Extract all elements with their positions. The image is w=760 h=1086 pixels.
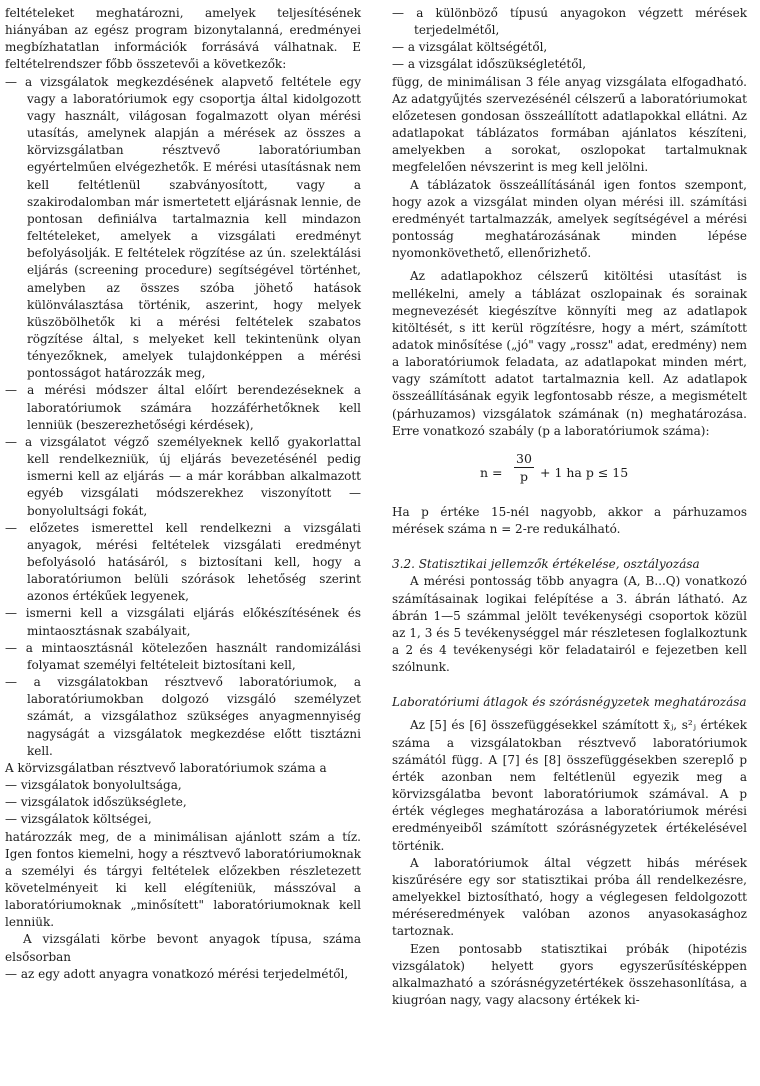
list-item: — ismerni kell a vizsgálati eljárás előkészítésének és mintaosztásnak szabályait, [5, 606, 361, 638]
list-item: — előzetes ismerettel kell rendelkezni a vizsgálati anyagok, mérési feltételek vizsgálati eredményt befolyásoló hatásáról, s biztosítani kell, hogy a laboratóriumon belüli szórások lehetőség szerint azonos értékűek legyenek, [5, 520, 361, 604]
paragraph: A táblázatok összeállításánál igen fontos szempont, hogy azok a vizsgálat minden olyan mérési ill. számítási eredményét tartalmazzák, amelyek segítségével a mérési pontosság meghatározásának minden lépése nyomonkövethető, ellenőrizhető. [392, 177, 747, 261]
list-item: — vizsgálatok időszükséglete, [5, 795, 187, 810]
paragraph: függ, de minimálisan 3 féle anyag vizsgálata elfogadható. Az adatgyűjtés szervezésénél célszerű a laboratóriumokat előzetesen gondosan összeállított adatlapokkal ellátni. Az adatlapokat táblázatos formában ajánlatos készíteni, amelyekben a sorokat, oszlopokat tartalmuknak megfelelően névszerint is meg kell jelölni. [392, 74, 747, 175]
paragraph: Ezen pontosabb statisztikai próbák (hipotézis vizsgálatok) helyett gyors egyszerűsítésképpen alkalmazható a szórásnégyzetértékek összehasonlítása, a kiugróan nagy, vagy alacsony értékek ki- [392, 941, 747, 1007]
replicate-count-formula [392, 450, 747, 494]
section-heading: 3.2. Statisztikai jellemzők értékelése, osztályozása [392, 557, 700, 572]
formula-rhs: + 1 ha p ≤ 15 [540, 464, 629, 480]
list-item: — a vizsgálat időszükségletétől, [392, 57, 587, 72]
paragraph: határozzák meg, de a minimálisan ajánlott szám a tíz. Igen fontos kiemelni, hogy a résztvevő laboratóriumoknak a személyi és tárgyi feltételek előzekben részletezett követelményeit ki kell elégíteniük, másszóval a laboratóriumoknak „minősített" laboratóriumoknak kell lenniük. [5, 829, 361, 930]
paragraph: A vizsgálati körbe bevont anyagok típusa, száma elsősorban [5, 932, 361, 964]
list-item: — a vizsgálat költségétől, [392, 40, 548, 55]
paragraph: Az [5] és [6] összefüggésekkel számított x̄ⱼ, s²ⱼ értékek száma a vizsgálatokban résztvevő laboratóriumok számától függ. A [7] és [8] összefüggésekben szereplő p érték azonban nem feltétlenül egyezik meg a körvizsgálatba bevont laboratóriumok számával. A p érték végleges meghatározása a laboratóriumok mérési eredményeiből számított szórásnégyzetek értékelésével történik. [392, 718, 747, 853]
formula-fraction [514, 450, 534, 486]
paragraph: A körvizsgálatban résztvevő laboratóriumok száma a [5, 760, 327, 775]
subsection-heading: Laboratóriumi átlagok és szórásnégyzetek meghatározása [392, 695, 747, 710]
paragraph: Az adatlapokhoz célszerű kitöltési utasítást is mellékelni, amely a táblázat oszlopainak és sorainak megnevezését kiegészítve könnyíti meg az adatlapok kitöltését, s itt kerül rögzítésre, hogy a mért, számított adatok minősítése („jó" vagy „rossz" adat, eredmény) nem a laboratóriumok feladata, az adatlapokat minden mért, vagy számított adatot tartalmaznia kell. Az adatlapok összeállításának egyik legfontosabb része, a megismételt (párhuzamos) vizsgálatok számának (n) meghatározása. Erre vonatkozó szabály (p a laboratóriumok száma): [392, 269, 747, 438]
list-item: — a mérési módszer által előírt berendezéseknek a laboratóriumok számára hozzáférhetőknek kell lenniük (beszerezhetőségi kérdések), [5, 383, 361, 432]
list-item: — a vizsgálatok megkezdésének alapvető feltétele egy vagy a laboratóriumok egy csoportja által kidolgozott vagy használt, világosan fogalmazott olyan mérési utasítás, amelynek alapján a mérések az összes a körvizsgálatban résztvevő laboratóriumban egyértelműen elvégezhetők. E mérési utasításnak nem kell feltétlenül szabványosított, vagy a szakirodalomban már ismertetett eljárásnak lennie, de pontosan definiálva tartalmaznia kell mindazon feltételeket, amelyek a vizsgálati eredményt befolyásolják. E feltételek rögzítése az ún. szelektálási eljárás (screening procedure) segítségével történhet, amelyben az összes szóba jöhető hatások különválasztása történik, aszerint, hogy melyek küszöbölhetők ki a mérési feltételek szabatos rögzítése által, s melyeket kell tekintenünk olyan tényezőknek, amelyek tulajdonképpen a mérési pontosságot határozzák meg, [5, 74, 361, 381]
formula-lhs: n = [480, 464, 503, 480]
formula-denominator: p [519, 468, 528, 484]
list-item: — a vizsgálatokban résztvevő laboratóriumok, a laboratóriumokban dolgozó vizsgáló személyzet számát, a vizsgálathoz szükséges anyagmennyiség nagyságát a vizsgálatok megkezdése előtt tisztázni kell. [5, 675, 361, 758]
formula-numerator: 30 [514, 450, 534, 468]
right-column [392, 5, 747, 1009]
paragraph: Ha p értéke 15-nél nagyobb, akkor a párhuzamos mérések száma n = 2-re redukálható. [392, 504, 747, 537]
paragraph: feltételeket meghatározni, amelyek teljesítésének hiányában az egész program bizonytalanná, eredményei megbízhatatlan információk forrásává válhatnak. E feltételrendszer főbb összetevői a következők: [5, 6, 361, 72]
list-item: — vizsgálatok bonyolultsága, [5, 778, 182, 793]
list-item: — a mintaosztásnál kötelezően használt randomizálási folyamat személyi feltételeit biztosítani kell, [5, 640, 361, 672]
paragraph: A laboratóriumok által végzett hibás mérések kiszűrésére egy sor statisztikai próba áll rendelkezésre, amelyekkel biztosítható, hogy a véglegesen feldolgozott méréseredmények valóban azonos anyasokasághoz tartoznak. [392, 855, 747, 939]
list-item: — vizsgálatok költségei, [5, 812, 152, 827]
list-item: — a vizsgálatot végző személyeknek kellő gyakorlattal kell rendelkezniük, új eljárás bevezetésénél pedig ismerni kell az eljárás — a már korábban alkalmazott egyéb vizsgálati módszerekhez viszonyított — bonyolultsági fokát, [5, 434, 361, 518]
list-item: — a különböző típusú anyagokon végzett mérések terjedelmétől, [392, 6, 747, 38]
left-column [5, 5, 361, 983]
list-item: — az egy adott anyagra vonatkozó mérési terjedelmétől, [5, 966, 349, 981]
paragraph: A mérési pontosság több anyagra (A, B...Q) vonatkozó számításainak logikai felépítése a 3. ábrán látható. Az ábrán 1—5 számmal jelölt tevékenységi csoportok közül az 1, 3 és 5 tevékenységgel már részletesen foglalkoztunk a 2 és 4 tevékenységi kör feladatairól e fejezetben kell szólnunk. [392, 574, 747, 675]
